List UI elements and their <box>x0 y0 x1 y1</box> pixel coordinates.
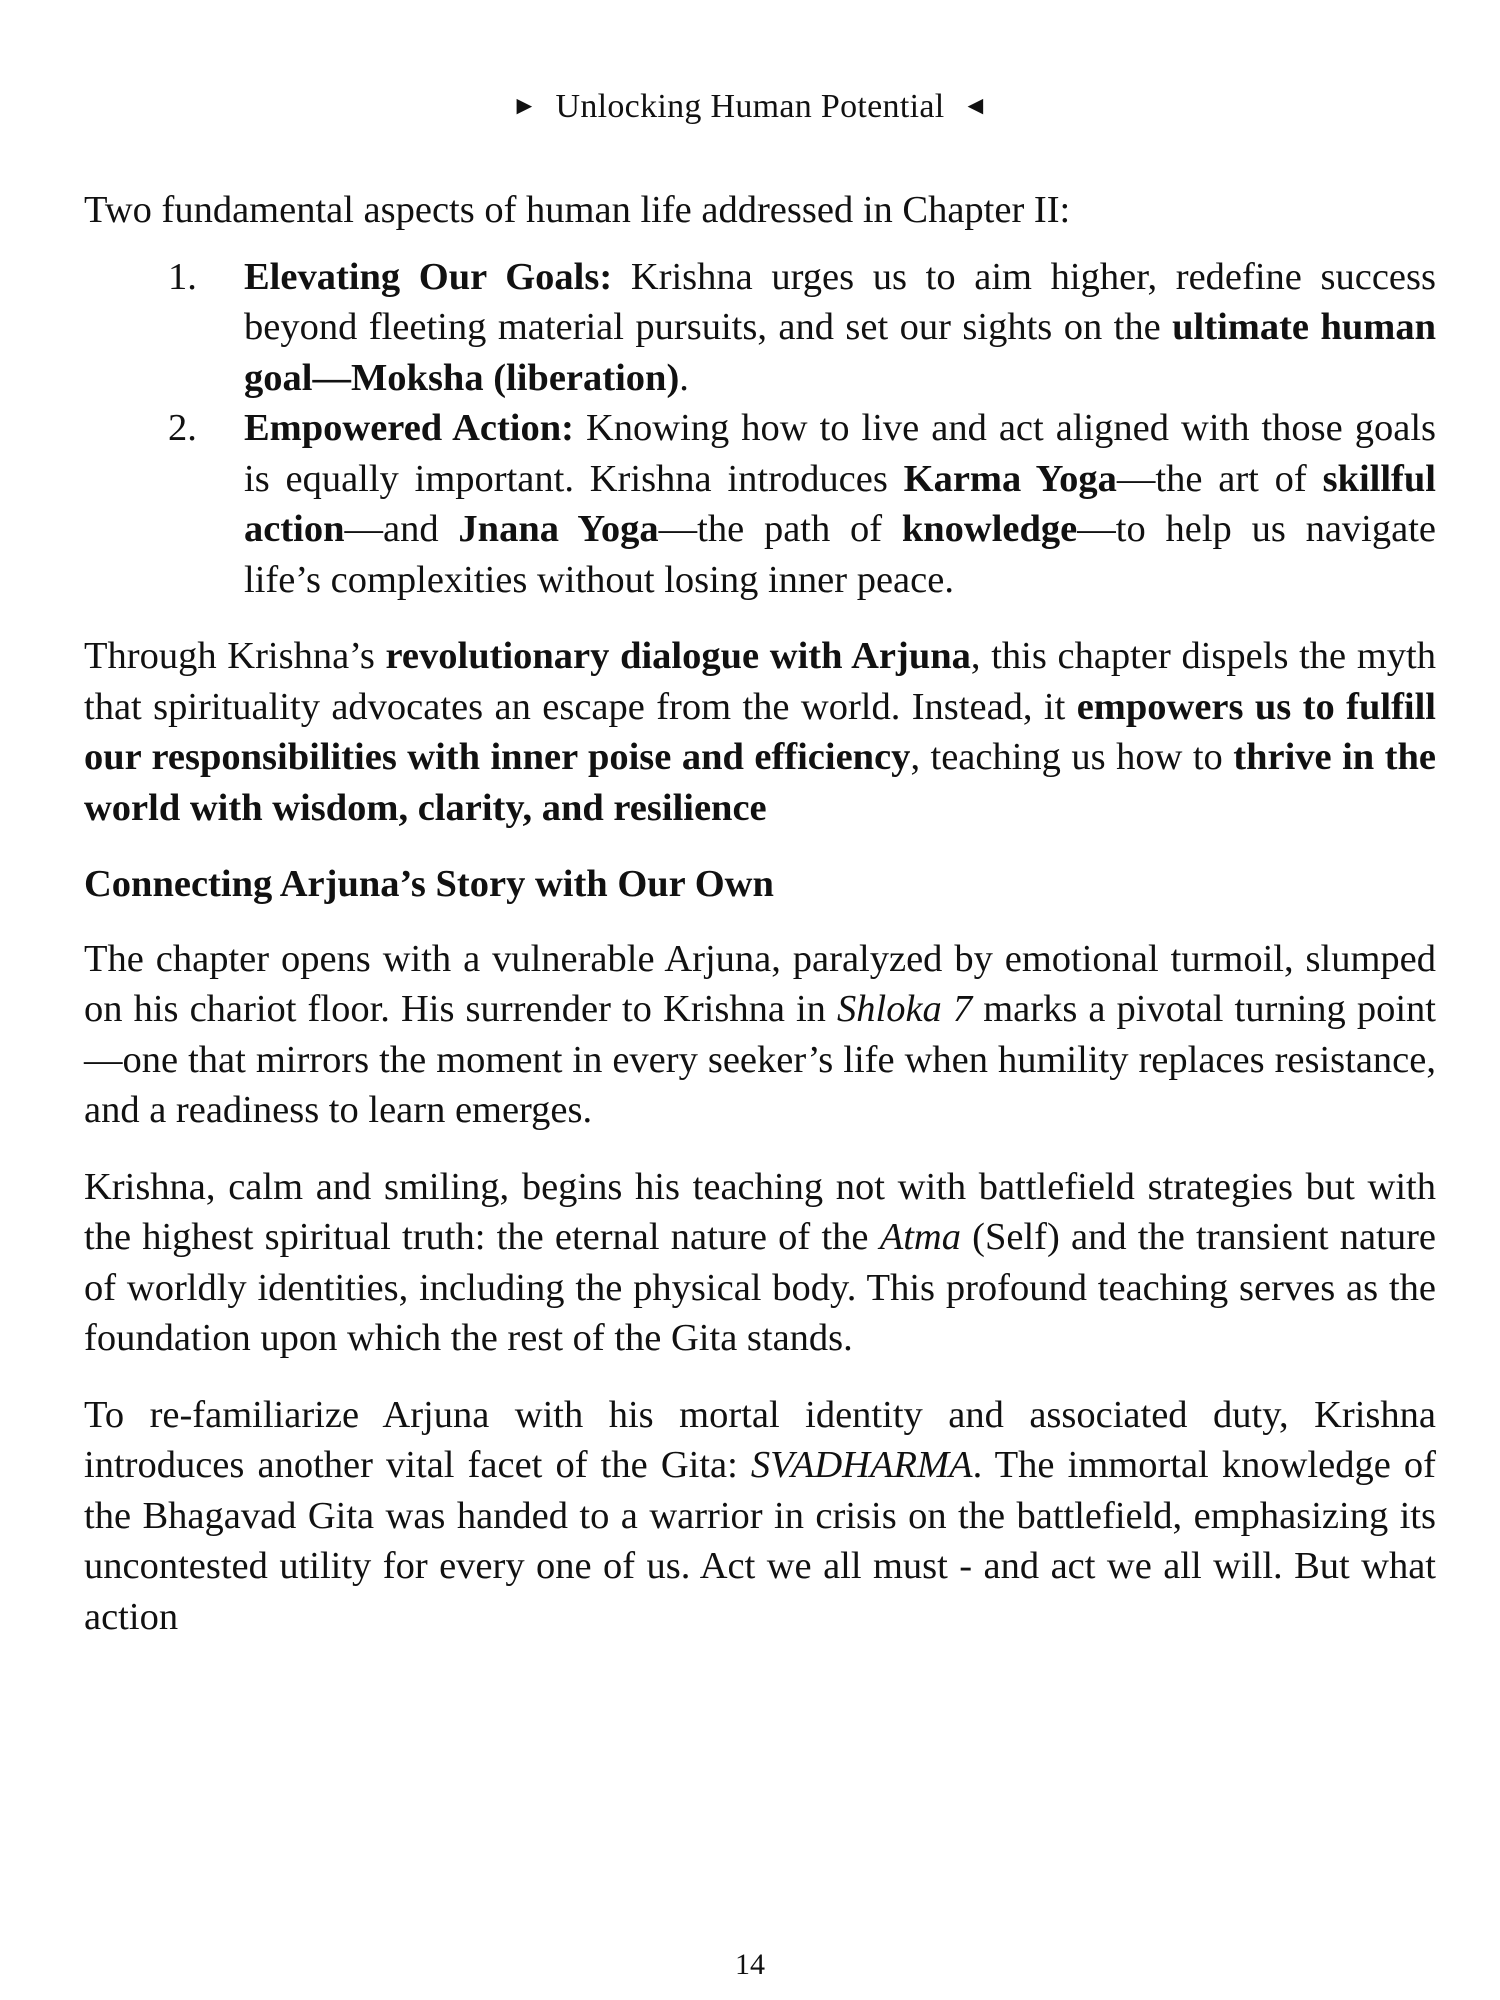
list-item-number: 2. <box>168 407 197 449</box>
list-item-emphasis: ultimate human goal—Moksha (liberation) <box>244 306 1436 399</box>
paragraph-italic: SVADHARMA <box>750 1444 973 1486</box>
left-pointing-triangle-icon: ◄ <box>962 91 989 120</box>
paragraph-emphasis: empowers us to fulfill our responsibilities with inner poise and efficiency <box>84 685 1436 778</box>
list-item-text: —and <box>344 508 459 550</box>
paragraph-text: To re-familiarize Arjuna with his mortal identity and associated duty, Krishna introduces another vital facet of the Gita: <box>84 1393 1436 1486</box>
list-item-term: Empowered Action: <box>244 407 574 449</box>
svadharma-paragraph <box>84 1390 1436 1643</box>
paragraph-emphasis: thrive in the world with wisdom, clarity, and resilience <box>84 736 1436 829</box>
chapter-opening-paragraph <box>84 934 1436 1136</box>
section-heading: Connecting Arjuna’s Story with Our Own <box>84 863 774 905</box>
list-item-emphasis: knowledge <box>901 508 1078 550</box>
list-item-number: 1. <box>168 255 197 298</box>
paragraph-text: The chapter opens with a vulnerable Arjuna, paralyzed by emotional turmoil, slumped on his chariot floor. His surrender to Krishna in <box>84 937 1436 1030</box>
paragraph-text: (Self) and the transient nature of worldly identities, including the physical body. This profound teaching serves as the foundation upon which the rest of the Gita stands. <box>84 1216 1437 1359</box>
paragraph-text: . The immortal knowledge of the Bhagavad Gita was handed to a warrior in crisis on the battlefield, emphasizing its uncontested utility for every one of us. Act we all must - and act we all will. But what action <box>84 1444 1436 1638</box>
list-item-emphasis: skillful action <box>244 457 1436 550</box>
paragraph-text: Through Krishna’s <box>84 635 386 677</box>
intro-paragraph: Two fundamental aspects of human life addressed in Chapter II: <box>84 189 1071 231</box>
paragraph-text: , teaching us how to <box>910 736 1234 778</box>
dialogue-paragraph <box>84 631 1436 833</box>
list-item-text: Krishna urges us to aim higher, redefine success beyond fleeting material pursuits, and set our sights on the <box>244 255 1436 348</box>
right-pointing-triangle-icon: ► <box>511 91 538 120</box>
list-item-text: Knowing how to live and act aligned with those goals is equally important. Krishna introduces <box>244 407 1437 500</box>
paragraph-text: , this chapter dispels the myth that spirituality advocates an escape from the world. Instead, it <box>84 635 1436 728</box>
page-body <box>84 185 1436 1642</box>
list-item-emphasis: Jnana Yoga <box>458 508 659 550</box>
list-item-text: —the art of <box>1116 457 1323 500</box>
list-item-text: —to help us navigate life’s complexities without losing inner peace. <box>244 508 1436 601</box>
page-number: 14 <box>735 1948 765 1981</box>
list-item <box>84 403 1436 605</box>
list-item-emphasis: Karma Yoga <box>903 457 1117 500</box>
list-item-text: —the path of <box>658 508 902 550</box>
paragraph-italic: Shloka 7 <box>837 988 973 1030</box>
paragraph-text: marks a pivotal turning point—one that mirrors the moment in every seeker’s life when humility replaces resistance, and a readiness to learn emerges. <box>84 988 1436 1131</box>
paragraph-text: Krishna, calm and smiling, begins his teaching not with battlefield strategies but with the highest spiritual truth: the eternal nature of the <box>84 1165 1436 1258</box>
teaching-paragraph <box>84 1162 1436 1364</box>
paragraph-emphasis: revolutionary dialogue with Arjuna <box>385 635 971 677</box>
list-item-text: . <box>679 356 689 399</box>
paragraph-italic: Atma <box>879 1216 961 1258</box>
aspects-list <box>84 252 1436 606</box>
running-header <box>0 88 1500 126</box>
running-header-title: Unlocking Human Potential <box>555 88 945 125</box>
list-item <box>84 252 1436 404</box>
list-item-term: Elevating Our Goals: <box>244 255 613 298</box>
